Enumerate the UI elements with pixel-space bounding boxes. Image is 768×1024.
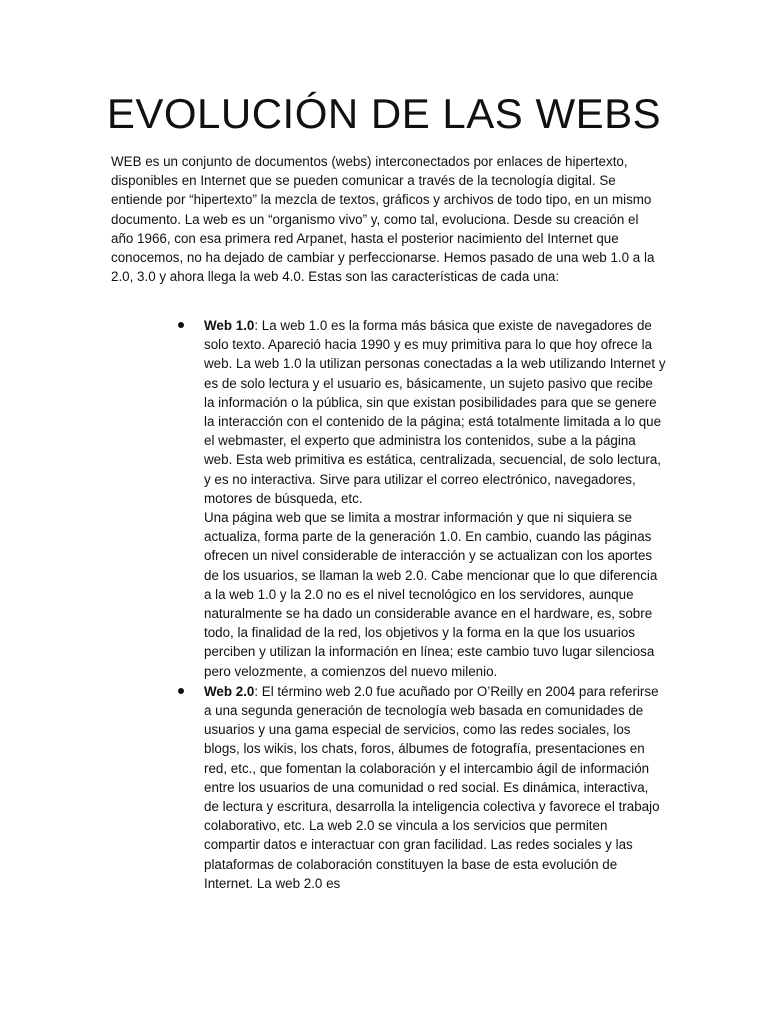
web-versions-list xyxy=(176,316,666,894)
list-item-heading: Web 1.0 xyxy=(204,318,255,333)
list-item-heading: Web 2.0 xyxy=(204,683,255,699)
intro-paragraph: WEB es un conjunto de documentos (webs) interconectados por enlaces de hipertexto, disponibles en Internet que se pueden comunicar a través de la tecnología digital. Se entiende por “hipertexto” la mezcla de textos, gráficos y archivos de todo tipo, en un mismo documento. La web es un “organismo vivo” y, como tal, evoluciona. Desde su creación el año 1966, con esa primera red Arpanet, hasta el posterior nacimiento del Internet que conocemos, no ha dejado de cambiar y perfeccionarse. Hemos pasado de una web 1.0 a la 2.0, 3.0 y ahora llega la web 4.0. Estas son las características de cada una: xyxy=(111,154,655,285)
bullet-icon xyxy=(178,688,184,694)
list-item-text: : El término web 2.0 fue acuñado por O’Reilly en 2004 para referirse a una segunda generación de tecnología web basada en comunidades de usuarios y una gama especial de servicios, como las redes sociales, los blogs, los wikis, los chats, foros, álbumes de fotografía, presentaciones en red, etc., que fomentan la colaboración y el intercambio ágil de información entre los usuarios de una comunidad o red social. Es dinámica, interactiva, de lectura y escritura, desarrolla la inteligencia colectiva y favorece el trabajo colaborativo, etc. La web 2.0 se vincula a los servicios que permiten compartir datos e interactuar con gran facilidad. Las redes sociales y las plataformas de colaboración constituyen la base de esta evolución de Internet. La web 2.0 es xyxy=(204,683,660,891)
list-item-text: : La web 1.0 es la forma más básica que existe de navegadores de solo texto. Apareció hacia 1990 y es muy primitiva para lo que hoy ofrece la web. La web 1.0 la utilizan personas conectadas a la web utilizando Internet y es de solo lectura y el usuario es, básicamente, un sujeto pasivo que recibe la información o la pública, sin que existan posibilidades para que se genere la interacción con el contenido de la página; está totalmente limitada a lo que el webmaster, el experto que administra los contenidos, sube a la página web. Esta web primitiva es estática, centralizada, secuencial, de solo lectura, y es no interactiva. Sirve para utilizar el correo electrónico, navegadores, motores de búsqueda, etc. xyxy=(204,318,666,506)
list-item-web-2 xyxy=(176,682,666,893)
list-item-paragraph xyxy=(204,316,666,508)
list-item-paragraph xyxy=(204,682,666,893)
page-title: EVOLUCIÓN DE LAS WEBS xyxy=(106,90,662,137)
list-item-web-1 xyxy=(176,316,666,681)
list-item-continuation: Una página web que se limita a mostrar información y que ni siquiera se actualiza, forma parte de la generación 1.0. En cambio, cuando las páginas ofrecen un nivel considerable de interacción y se actualizan con los aportes de los usuarios, se llaman la web 2.0. Cabe mencionar que lo que diferencia a la web 1.0 y la 2.0 no es el nivel tecnológico en los servidores, aunque naturalmente se ha dado un considerable avance en el hardware, es, sobre todo, la finalidad de la red, los objetivos y la forma en la que los usuarios perciben y utilizan la información en línea; este cambio tuvo lugar silenciosa pero velozmente, a comienzos del nuevo milenio. xyxy=(204,510,658,679)
bullet-icon xyxy=(178,322,184,328)
